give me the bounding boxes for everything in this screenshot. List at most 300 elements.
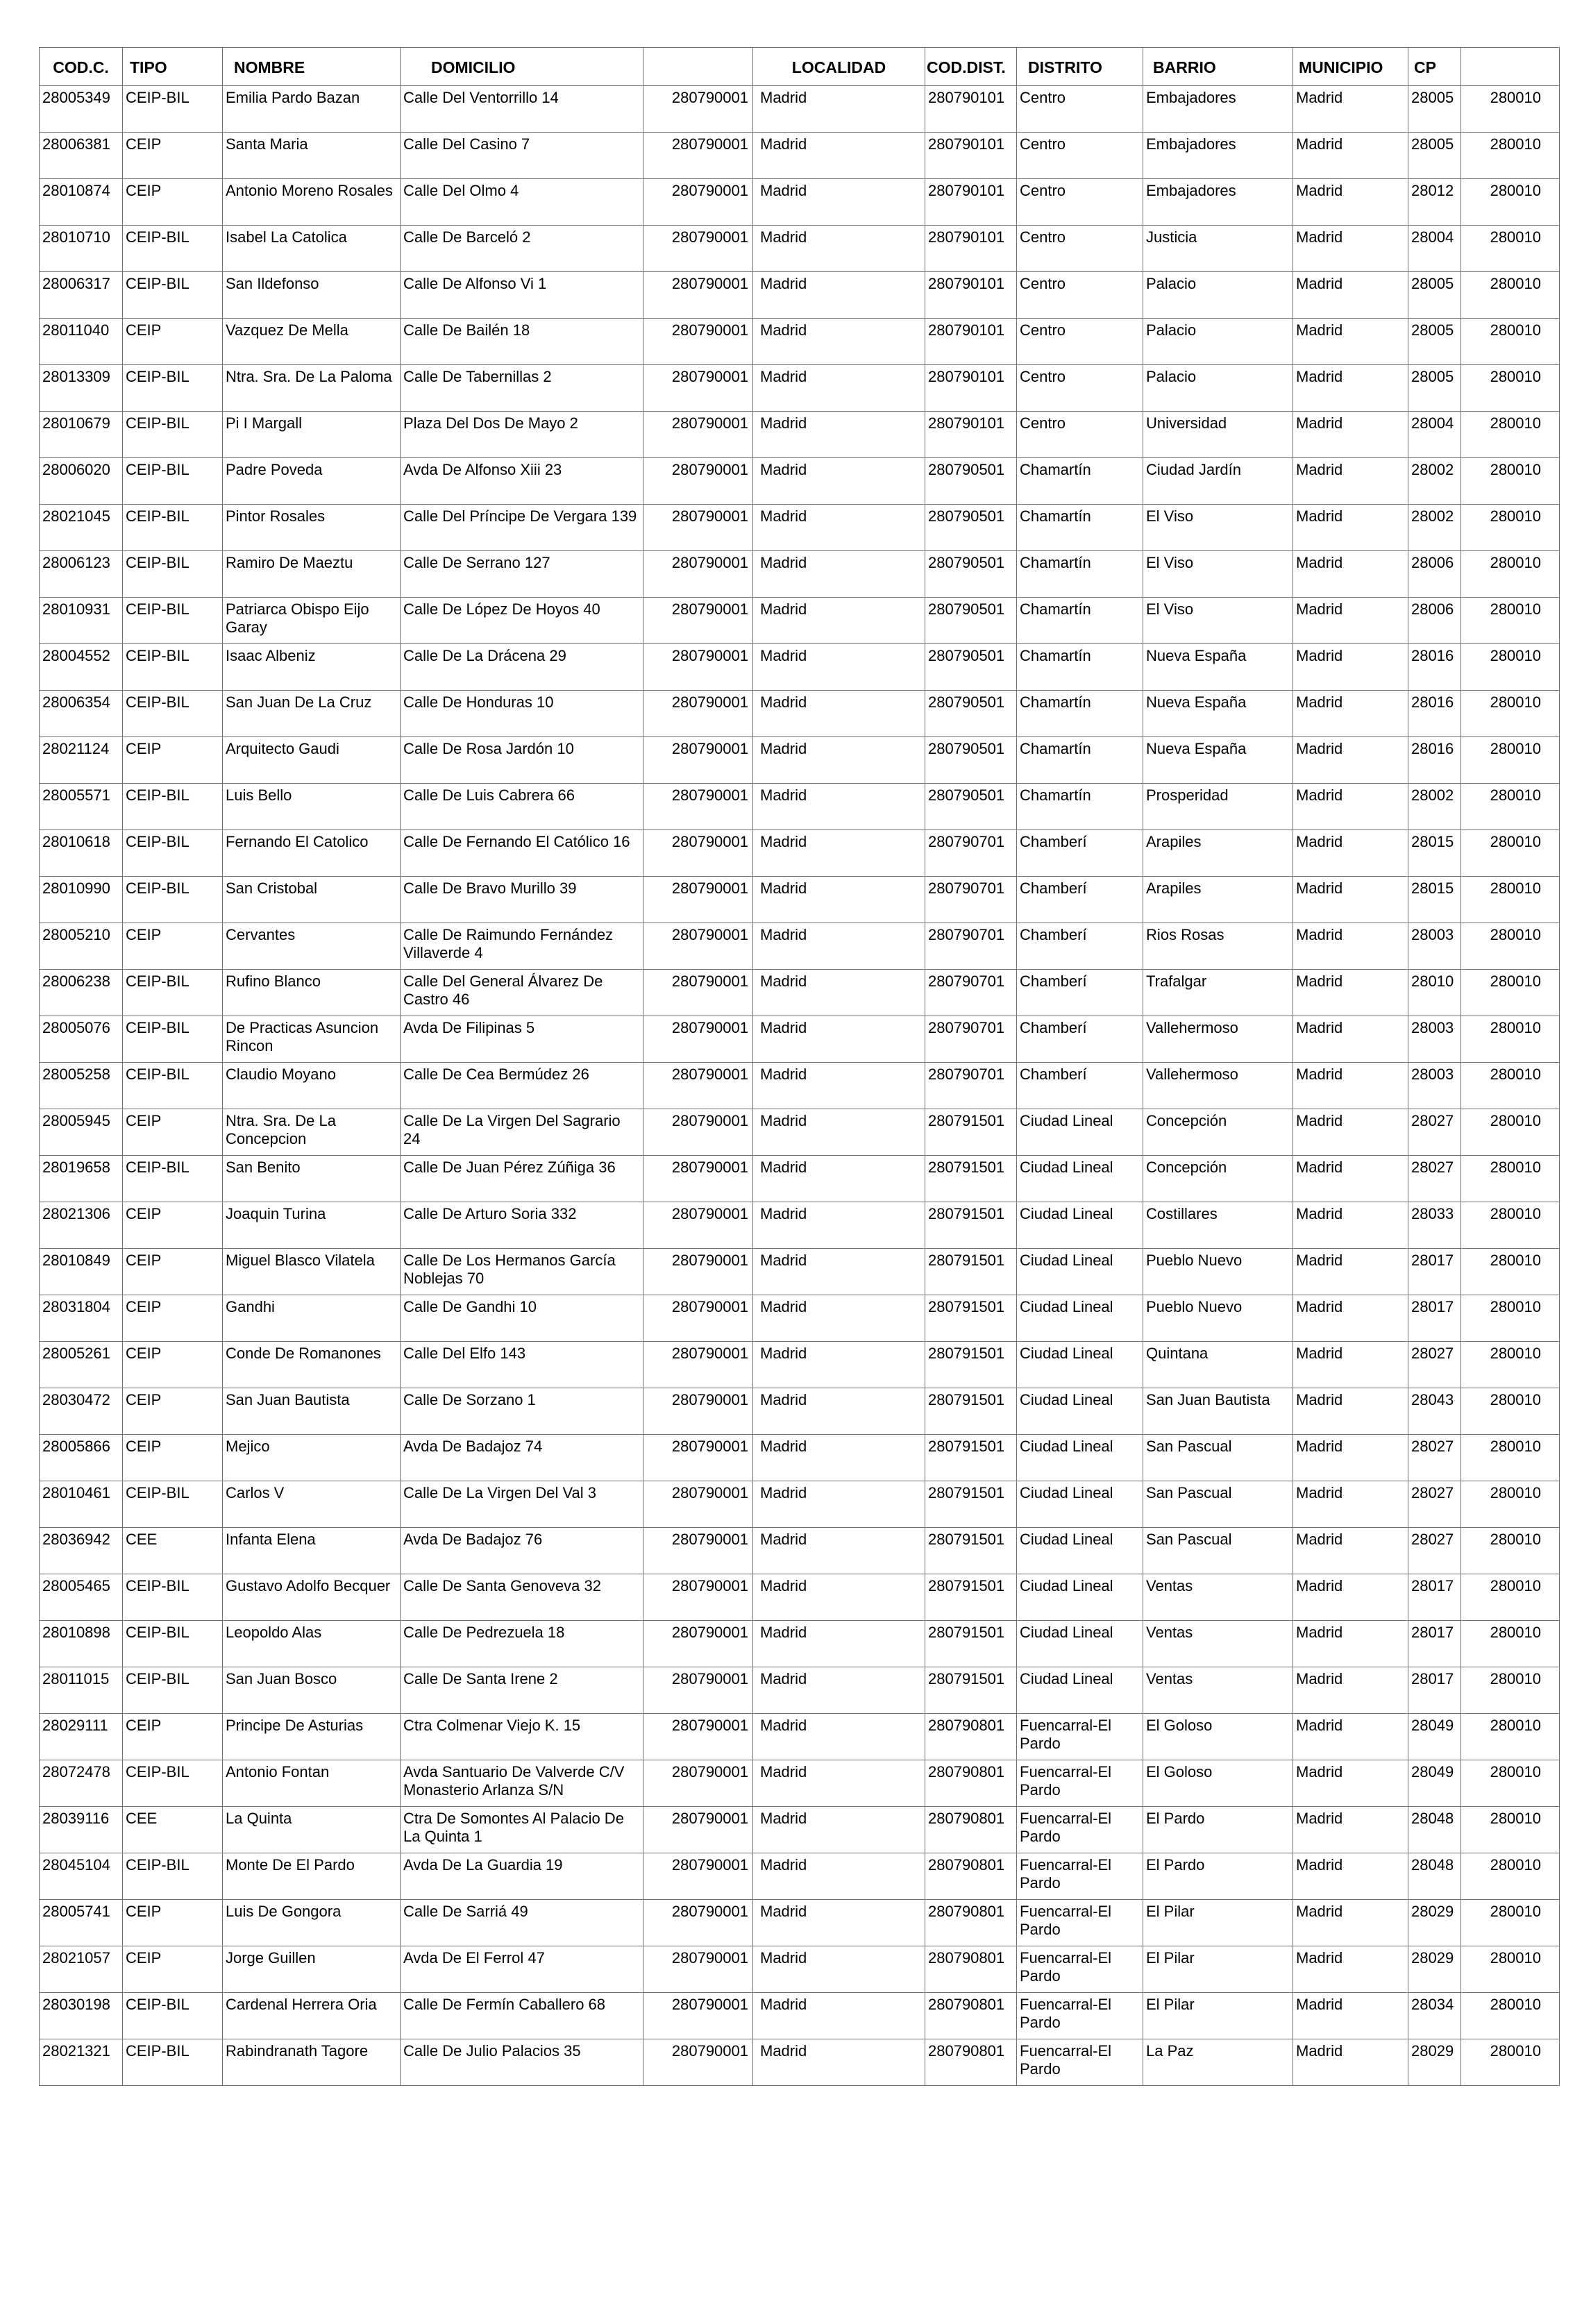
cell-cp: 28017 xyxy=(1408,1667,1461,1714)
cell-cod-loc: 280790001 xyxy=(643,1481,753,1528)
cell-municipio: Madrid xyxy=(1293,319,1408,365)
cell-domicilio: Avda Santuario De Valverde C/V Monasterio Arlanza S/N xyxy=(401,1760,643,1807)
cell-nombre: Antonio Fontan xyxy=(223,1760,401,1807)
cell-tipo: CEIP-BIL xyxy=(123,458,223,505)
cell-cp: 28017 xyxy=(1408,1249,1461,1295)
table-row xyxy=(40,86,1560,133)
cell-cod-c: 28005945 xyxy=(40,1109,123,1156)
cell-barrio: Ventas xyxy=(1143,1574,1293,1621)
cell-cod-c: 28006354 xyxy=(40,691,123,737)
cell-cod-loc: 280790001 xyxy=(643,2039,753,2086)
cell-cod-loc: 280790001 xyxy=(643,505,753,551)
cell-cod-mun: 280010 xyxy=(1461,319,1560,365)
cell-distrito: Ciudad Lineal xyxy=(1017,1621,1143,1667)
cell-nombre: Pintor Rosales xyxy=(223,505,401,551)
cell-barrio: Palacio xyxy=(1143,272,1293,319)
cell-cod-dist: 280790701 xyxy=(925,830,1017,877)
cell-cod-mun: 280010 xyxy=(1461,505,1560,551)
cell-cod-c: 28005349 xyxy=(40,86,123,133)
cell-cod-dist: 280791501 xyxy=(925,1109,1017,1156)
cell-cod-loc: 280790001 xyxy=(643,226,753,272)
cell-barrio: El Pardo xyxy=(1143,1807,1293,1853)
cell-tipo: CEIP-BIL xyxy=(123,551,223,598)
table-row xyxy=(40,1946,1560,1993)
cell-domicilio: Calle Del Casino 7 xyxy=(401,133,643,179)
cell-localidad: Madrid xyxy=(753,1993,925,2039)
cell-tipo: CEIP-BIL xyxy=(123,272,223,319)
cell-cod-dist: 280791501 xyxy=(925,1621,1017,1667)
cell-cp: 28002 xyxy=(1408,784,1461,830)
cell-cod-mun: 280010 xyxy=(1461,923,1560,970)
cell-cod-mun: 280010 xyxy=(1461,226,1560,272)
cell-domicilio: Calle Del Olmo 4 xyxy=(401,179,643,226)
cell-distrito: Chamberí xyxy=(1017,923,1143,970)
cell-cod-loc: 280790001 xyxy=(643,1528,753,1574)
cell-cp: 28006 xyxy=(1408,598,1461,644)
cell-cod-loc: 280790001 xyxy=(643,133,753,179)
cell-cod-c: 28045104 xyxy=(40,1853,123,1900)
cell-cod-dist: 280790101 xyxy=(925,365,1017,412)
cell-domicilio: Calle De Cea Bermúdez 26 xyxy=(401,1063,643,1109)
cell-nombre: Luis De Gongora xyxy=(223,1900,401,1946)
cell-barrio: Embajadores xyxy=(1143,133,1293,179)
cell-nombre: Gustavo Adolfo Becquer xyxy=(223,1574,401,1621)
cell-tipo: CEIP xyxy=(123,1295,223,1342)
cell-municipio: Madrid xyxy=(1293,86,1408,133)
cell-tipo: CEIP xyxy=(123,319,223,365)
cell-nombre: Rabindranath Tagore xyxy=(223,2039,401,2086)
cell-distrito: Chamartín xyxy=(1017,644,1143,691)
cell-cod-mun: 280010 xyxy=(1461,1249,1560,1295)
header-cp: CP xyxy=(1408,48,1461,86)
cell-localidad: Madrid xyxy=(753,644,925,691)
cell-cod-c: 28010461 xyxy=(40,1481,123,1528)
cell-domicilio: Calle Del Ventorrillo 14 xyxy=(401,86,643,133)
cell-cod-loc: 280790001 xyxy=(643,830,753,877)
cell-domicilio: Ctra Colmenar Viejo K. 15 xyxy=(401,1714,643,1760)
header-blank-1 xyxy=(643,48,753,86)
cell-localidad: Madrid xyxy=(753,1388,925,1435)
cell-municipio: Madrid xyxy=(1293,784,1408,830)
cell-cod-mun: 280010 xyxy=(1461,598,1560,644)
header-localidad: LOCALIDAD xyxy=(753,48,925,86)
cell-nombre: Miguel Blasco Vilatela xyxy=(223,1249,401,1295)
cell-cod-dist: 280790101 xyxy=(925,412,1017,458)
cell-municipio: Madrid xyxy=(1293,551,1408,598)
cell-tipo: CEIP-BIL xyxy=(123,1667,223,1714)
cell-cod-c: 28006238 xyxy=(40,970,123,1016)
cell-municipio: Madrid xyxy=(1293,1481,1408,1528)
cell-cod-dist: 280790101 xyxy=(925,86,1017,133)
cell-distrito: Chamartín xyxy=(1017,458,1143,505)
cell-cp: 28027 xyxy=(1408,1481,1461,1528)
cell-cod-c: 28021124 xyxy=(40,737,123,784)
table-row xyxy=(40,551,1560,598)
cell-cp: 28004 xyxy=(1408,412,1461,458)
cell-nombre: Rufino Blanco xyxy=(223,970,401,1016)
table-row xyxy=(40,1481,1560,1528)
cell-distrito: Centro xyxy=(1017,319,1143,365)
cell-domicilio: Calle De Juan Pérez Zúñiga 36 xyxy=(401,1156,643,1202)
cell-domicilio: Calle De Sarriá 49 xyxy=(401,1900,643,1946)
cell-cod-mun: 280010 xyxy=(1461,272,1560,319)
cell-municipio: Madrid xyxy=(1293,1156,1408,1202)
cell-nombre: Gandhi xyxy=(223,1295,401,1342)
cell-domicilio: Calle De Pedrezuela 18 xyxy=(401,1621,643,1667)
cell-domicilio: Calle De Barceló 2 xyxy=(401,226,643,272)
cell-cod-loc: 280790001 xyxy=(643,644,753,691)
cell-domicilio: Calle De Fernando El Católico 16 xyxy=(401,830,643,877)
cell-localidad: Madrid xyxy=(753,86,925,133)
cell-cp: 28006 xyxy=(1408,551,1461,598)
cell-domicilio: Calle De Raimundo Fernández Villaverde 4 xyxy=(401,923,643,970)
cell-domicilio: Calle De Gandhi 10 xyxy=(401,1295,643,1342)
cell-cod-c: 28010990 xyxy=(40,877,123,923)
cell-domicilio: Calle De Santa Irene 2 xyxy=(401,1667,643,1714)
cell-cod-dist: 280790801 xyxy=(925,1714,1017,1760)
cell-distrito: Centro xyxy=(1017,86,1143,133)
cell-distrito: Fuencarral-El Pardo xyxy=(1017,1993,1143,2039)
cell-cod-c: 28039116 xyxy=(40,1807,123,1853)
cell-municipio: Madrid xyxy=(1293,737,1408,784)
cell-distrito: Chamartín xyxy=(1017,737,1143,784)
cell-cp: 28015 xyxy=(1408,877,1461,923)
cell-cod-c: 28013309 xyxy=(40,365,123,412)
cell-nombre: Carlos V xyxy=(223,1481,401,1528)
table-row xyxy=(40,644,1560,691)
header-municipio: MUNICIPIO xyxy=(1293,48,1408,86)
cell-domicilio: Avda De El Ferrol 47 xyxy=(401,1946,643,1993)
cell-tipo: CEIP-BIL xyxy=(123,1063,223,1109)
cell-cod-loc: 280790001 xyxy=(643,691,753,737)
cell-cod-dist: 280791501 xyxy=(925,1249,1017,1295)
cell-cp: 28017 xyxy=(1408,1295,1461,1342)
header-distrito: DISTRITO xyxy=(1017,48,1143,86)
cell-nombre: Cardenal Herrera Oria xyxy=(223,1993,401,2039)
table-row xyxy=(40,1621,1560,1667)
cell-municipio: Madrid xyxy=(1293,1528,1408,1574)
cell-cod-dist: 280791501 xyxy=(925,1481,1017,1528)
cell-cod-loc: 280790001 xyxy=(643,551,753,598)
cell-domicilio: Calle De Arturo Soria 332 xyxy=(401,1202,643,1249)
cell-cod-dist: 280790501 xyxy=(925,784,1017,830)
cell-cod-c: 28005210 xyxy=(40,923,123,970)
cell-cod-mun: 280010 xyxy=(1461,133,1560,179)
cell-tipo: CEIP-BIL xyxy=(123,1574,223,1621)
cell-barrio: San Pascual xyxy=(1143,1481,1293,1528)
cell-distrito: Centro xyxy=(1017,226,1143,272)
cell-cp: 28002 xyxy=(1408,505,1461,551)
cell-municipio: Madrid xyxy=(1293,458,1408,505)
cell-barrio: Nueva España xyxy=(1143,737,1293,784)
cell-tipo: CEIP xyxy=(123,1946,223,1993)
table-row xyxy=(40,505,1560,551)
table-body xyxy=(40,86,1560,2086)
cell-cod-loc: 280790001 xyxy=(643,1853,753,1900)
cell-cod-loc: 280790001 xyxy=(643,737,753,784)
cell-nombre: San Benito xyxy=(223,1156,401,1202)
cell-cod-loc: 280790001 xyxy=(643,1156,753,1202)
cell-municipio: Madrid xyxy=(1293,1714,1408,1760)
cell-localidad: Madrid xyxy=(753,319,925,365)
cell-distrito: Chamberí xyxy=(1017,1063,1143,1109)
cell-municipio: Madrid xyxy=(1293,226,1408,272)
cell-barrio: Concepción xyxy=(1143,1109,1293,1156)
cell-localidad: Madrid xyxy=(753,1202,925,1249)
cell-cod-loc: 280790001 xyxy=(643,1202,753,1249)
cell-nombre: Luis Bello xyxy=(223,784,401,830)
cell-cod-c: 28021057 xyxy=(40,1946,123,1993)
cell-localidad: Madrid xyxy=(753,1621,925,1667)
table-row xyxy=(40,1388,1560,1435)
cell-cod-loc: 280790001 xyxy=(643,1946,753,1993)
cell-cod-c: 28005076 xyxy=(40,1016,123,1063)
cell-distrito: Chamartín xyxy=(1017,505,1143,551)
cell-localidad: Madrid xyxy=(753,784,925,830)
cell-barrio: El Viso xyxy=(1143,505,1293,551)
cell-nombre: Monte De El Pardo xyxy=(223,1853,401,1900)
cell-distrito: Ciudad Lineal xyxy=(1017,1295,1143,1342)
cell-nombre: Vazquez De Mella xyxy=(223,319,401,365)
cell-distrito: Ciudad Lineal xyxy=(1017,1342,1143,1388)
cell-cod-c: 28019658 xyxy=(40,1156,123,1202)
header-nombre: NOMBRE xyxy=(223,48,401,86)
table-row xyxy=(40,365,1560,412)
cell-localidad: Madrid xyxy=(753,1900,925,1946)
cell-tipo: CEIP-BIL xyxy=(123,1760,223,1807)
table-row xyxy=(40,1993,1560,2039)
cell-distrito: Chamberí xyxy=(1017,877,1143,923)
cell-cp: 28016 xyxy=(1408,737,1461,784)
cell-cod-dist: 280790701 xyxy=(925,1016,1017,1063)
cell-distrito: Fuencarral-El Pardo xyxy=(1017,1853,1143,1900)
table-row xyxy=(40,1016,1560,1063)
cell-cp: 28016 xyxy=(1408,691,1461,737)
cell-distrito: Ciudad Lineal xyxy=(1017,1249,1143,1295)
cell-cod-mun: 280010 xyxy=(1461,1295,1560,1342)
table-row xyxy=(40,272,1560,319)
header-barrio: BARRIO xyxy=(1143,48,1293,86)
cell-cod-dist: 280790801 xyxy=(925,1853,1017,1900)
cell-cod-dist: 280790801 xyxy=(925,1946,1017,1993)
cell-cp: 28017 xyxy=(1408,1621,1461,1667)
cell-localidad: Madrid xyxy=(753,877,925,923)
cell-localidad: Madrid xyxy=(753,133,925,179)
cell-cod-mun: 280010 xyxy=(1461,1388,1560,1435)
cell-cod-loc: 280790001 xyxy=(643,365,753,412)
cell-domicilio: Calle De Santa Genoveva 32 xyxy=(401,1574,643,1621)
cell-tipo: CEIP xyxy=(123,1342,223,1388)
cell-cod-dist: 280790701 xyxy=(925,877,1017,923)
cell-domicilio: Calle De Bravo Murillo 39 xyxy=(401,877,643,923)
cell-cod-dist: 280790501 xyxy=(925,598,1017,644)
cell-localidad: Madrid xyxy=(753,830,925,877)
cell-cod-c: 28005866 xyxy=(40,1435,123,1481)
cell-localidad: Madrid xyxy=(753,272,925,319)
cell-localidad: Madrid xyxy=(753,970,925,1016)
cell-tipo: CEIP xyxy=(123,1900,223,1946)
cell-cod-loc: 280790001 xyxy=(643,1714,753,1760)
schools-table xyxy=(39,47,1560,2086)
cell-cod-dist: 280790101 xyxy=(925,179,1017,226)
cell-barrio: Quintana xyxy=(1143,1342,1293,1388)
cell-municipio: Madrid xyxy=(1293,1760,1408,1807)
table-row xyxy=(40,830,1560,877)
cell-cod-c: 28072478 xyxy=(40,1760,123,1807)
table-row xyxy=(40,1667,1560,1714)
table-row xyxy=(40,1807,1560,1853)
cell-tipo: CEIP-BIL xyxy=(123,970,223,1016)
table-row xyxy=(40,319,1560,365)
cell-cod-mun: 280010 xyxy=(1461,1760,1560,1807)
cell-cod-dist: 280790101 xyxy=(925,319,1017,365)
cell-tipo: CEIP-BIL xyxy=(123,598,223,644)
table-row xyxy=(40,691,1560,737)
cell-cp: 28029 xyxy=(1408,1900,1461,1946)
cell-domicilio: Calle De Los Hermanos García Noblejas 70 xyxy=(401,1249,643,1295)
cell-cp: 28005 xyxy=(1408,365,1461,412)
table-row xyxy=(40,877,1560,923)
cell-cod-mun: 280010 xyxy=(1461,1016,1560,1063)
cell-distrito: Ciudad Lineal xyxy=(1017,1528,1143,1574)
cell-cp: 28005 xyxy=(1408,86,1461,133)
cell-cod-c: 28005465 xyxy=(40,1574,123,1621)
cell-cp: 28048 xyxy=(1408,1807,1461,1853)
cell-tipo: CEIP-BIL xyxy=(123,505,223,551)
cell-localidad: Madrid xyxy=(753,1807,925,1853)
cell-barrio: El Goloso xyxy=(1143,1760,1293,1807)
cell-cod-loc: 280790001 xyxy=(643,1760,753,1807)
cell-cp: 28027 xyxy=(1408,1342,1461,1388)
cell-distrito: Fuencarral-El Pardo xyxy=(1017,1946,1143,1993)
cell-tipo: CEIP-BIL xyxy=(123,2039,223,2086)
cell-cod-dist: 280791501 xyxy=(925,1528,1017,1574)
cell-tipo: CEIP-BIL xyxy=(123,784,223,830)
cell-municipio: Madrid xyxy=(1293,272,1408,319)
cell-distrito: Fuencarral-El Pardo xyxy=(1017,1760,1143,1807)
cell-tipo: CEIP-BIL xyxy=(123,86,223,133)
cell-municipio: Madrid xyxy=(1293,598,1408,644)
cell-nombre: San Juan Bautista xyxy=(223,1388,401,1435)
cell-barrio: Ventas xyxy=(1143,1621,1293,1667)
cell-nombre: Claudio Moyano xyxy=(223,1063,401,1109)
cell-municipio: Madrid xyxy=(1293,1202,1408,1249)
cell-cp: 28017 xyxy=(1408,1574,1461,1621)
cell-tipo: CEE xyxy=(123,1807,223,1853)
cell-domicilio: Calle Del Príncipe De Vergara 139 xyxy=(401,505,643,551)
cell-distrito: Centro xyxy=(1017,365,1143,412)
cell-barrio: Nueva España xyxy=(1143,644,1293,691)
cell-distrito: Fuencarral-El Pardo xyxy=(1017,2039,1143,2086)
cell-cod-c: 28021321 xyxy=(40,2039,123,2086)
cell-distrito: Ciudad Lineal xyxy=(1017,1435,1143,1481)
cell-cod-loc: 280790001 xyxy=(643,1342,753,1388)
cell-distrito: Fuencarral-El Pardo xyxy=(1017,1900,1143,1946)
cell-barrio: El Pilar xyxy=(1143,1900,1293,1946)
table-row xyxy=(40,2039,1560,2086)
cell-cod-c: 28031804 xyxy=(40,1295,123,1342)
cell-domicilio: Calle De Fermín Caballero 68 xyxy=(401,1993,643,2039)
cell-nombre: Emilia Pardo Bazan xyxy=(223,86,401,133)
cell-municipio: Madrid xyxy=(1293,1993,1408,2039)
table-row xyxy=(40,923,1560,970)
cell-distrito: Centro xyxy=(1017,412,1143,458)
cell-cod-loc: 280790001 xyxy=(643,272,753,319)
cell-cod-c: 28005741 xyxy=(40,1900,123,1946)
cell-municipio: Madrid xyxy=(1293,1249,1408,1295)
cell-cp: 28027 xyxy=(1408,1435,1461,1481)
cell-barrio: Vallehermoso xyxy=(1143,1016,1293,1063)
cell-barrio: Rios Rosas xyxy=(1143,923,1293,970)
cell-municipio: Madrid xyxy=(1293,644,1408,691)
cell-domicilio: Avda De Badajoz 74 xyxy=(401,1435,643,1481)
cell-cod-mun: 280010 xyxy=(1461,644,1560,691)
cell-cp: 28034 xyxy=(1408,1993,1461,2039)
cell-cod-dist: 280791501 xyxy=(925,1667,1017,1714)
cell-cp: 28027 xyxy=(1408,1109,1461,1156)
cell-cp: 28003 xyxy=(1408,1063,1461,1109)
cell-municipio: Madrid xyxy=(1293,1109,1408,1156)
cell-cod-mun: 280010 xyxy=(1461,2039,1560,2086)
table-row xyxy=(40,1156,1560,1202)
cell-cod-mun: 280010 xyxy=(1461,1993,1560,2039)
cell-municipio: Madrid xyxy=(1293,877,1408,923)
table-row xyxy=(40,133,1560,179)
cell-barrio: Embajadores xyxy=(1143,86,1293,133)
cell-nombre: Isabel La Catolica xyxy=(223,226,401,272)
header-cod-c: COD.C. xyxy=(40,48,123,86)
cell-barrio: El Viso xyxy=(1143,551,1293,598)
cell-barrio: Prosperidad xyxy=(1143,784,1293,830)
cell-barrio: San Pascual xyxy=(1143,1528,1293,1574)
cell-localidad: Madrid xyxy=(753,365,925,412)
cell-cod-c: 28005571 xyxy=(40,784,123,830)
cell-cod-dist: 280790101 xyxy=(925,226,1017,272)
cell-municipio: Madrid xyxy=(1293,365,1408,412)
cell-cod-c: 28030472 xyxy=(40,1388,123,1435)
cell-nombre: Cervantes xyxy=(223,923,401,970)
cell-municipio: Madrid xyxy=(1293,1621,1408,1667)
cell-cod-dist: 280790501 xyxy=(925,691,1017,737)
cell-cod-dist: 280791501 xyxy=(925,1435,1017,1481)
cell-nombre: Ramiro De Maeztu xyxy=(223,551,401,598)
cell-localidad: Madrid xyxy=(753,458,925,505)
cell-cod-mun: 280010 xyxy=(1461,179,1560,226)
cell-cod-c: 28010874 xyxy=(40,179,123,226)
cell-nombre: Isaac Albeniz xyxy=(223,644,401,691)
cell-domicilio: Calle Del General Álvarez De Castro 46 xyxy=(401,970,643,1016)
cell-barrio: Trafalgar xyxy=(1143,970,1293,1016)
cell-cod-mun: 280010 xyxy=(1461,1435,1560,1481)
cell-municipio: Madrid xyxy=(1293,1435,1408,1481)
cell-cod-c: 28011015 xyxy=(40,1667,123,1714)
cell-domicilio: Avda De Badajoz 76 xyxy=(401,1528,643,1574)
cell-tipo: CEIP xyxy=(123,179,223,226)
cell-tipo: CEIP-BIL xyxy=(123,1481,223,1528)
cell-cod-dist: 280790701 xyxy=(925,1063,1017,1109)
cell-cod-c: 28036942 xyxy=(40,1528,123,1574)
header-row xyxy=(40,48,1560,86)
cell-domicilio: Calle De Alfonso Vi 1 xyxy=(401,272,643,319)
cell-cod-loc: 280790001 xyxy=(643,1388,753,1435)
cell-cod-loc: 280790001 xyxy=(643,1435,753,1481)
cell-barrio: Vallehermoso xyxy=(1143,1063,1293,1109)
cell-cod-c: 28010710 xyxy=(40,226,123,272)
cell-distrito: Ciudad Lineal xyxy=(1017,1574,1143,1621)
cell-nombre: Padre Poveda xyxy=(223,458,401,505)
cell-localidad: Madrid xyxy=(753,505,925,551)
cell-domicilio: Ctra De Somontes Al Palacio De La Quinta 1 xyxy=(401,1807,643,1853)
